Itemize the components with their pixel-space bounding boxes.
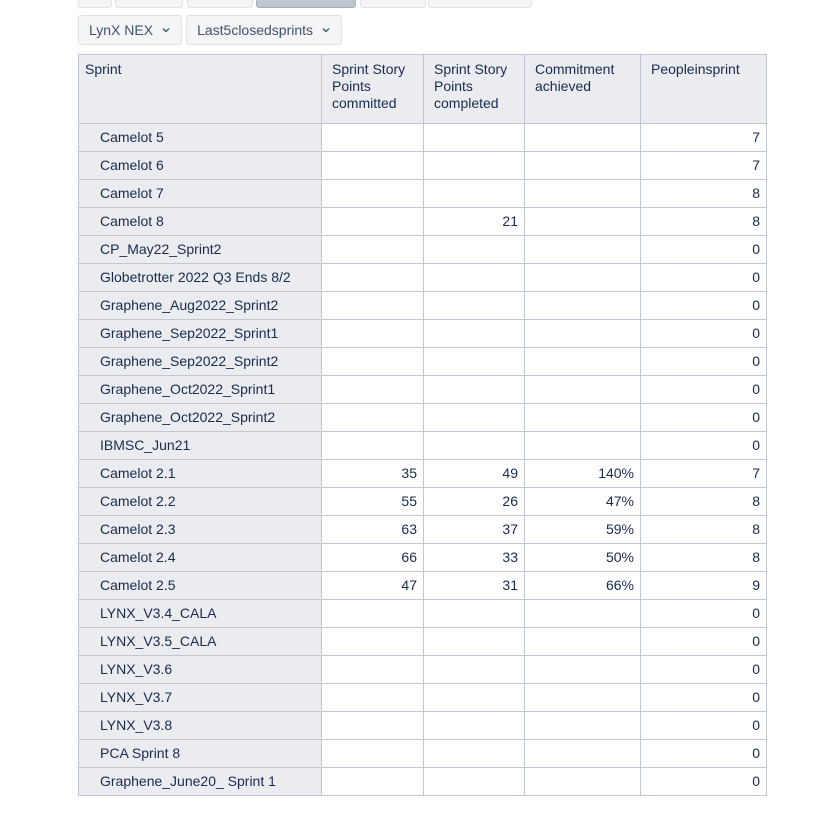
- cell-achieved: 50%: [525, 544, 641, 572]
- toolbar-button-partial[interactable]: [428, 0, 532, 8]
- cell-achieved: [525, 628, 641, 656]
- cell-completed: [424, 432, 525, 460]
- cell-people: 7: [641, 460, 767, 488]
- cell-achieved: [525, 600, 641, 628]
- cell-committed: [322, 656, 424, 684]
- cell-sprint-name: LYNX_V3.8: [79, 712, 322, 740]
- cell-completed: 26: [424, 488, 525, 516]
- sprint-report-table-container: [78, 54, 766, 796]
- cell-sprint-name: Camelot 7: [79, 180, 322, 208]
- cell-people: 9: [641, 572, 767, 600]
- cell-people: 0: [641, 684, 767, 712]
- table-row[interactable]: [79, 404, 767, 432]
- table-row[interactable]: [79, 712, 767, 740]
- cell-achieved: [525, 292, 641, 320]
- cell-sprint-name: CP_May22_Sprint2: [79, 236, 322, 264]
- cell-people: 7: [641, 124, 767, 152]
- cell-people: 7: [641, 152, 767, 180]
- cell-achieved: [525, 180, 641, 208]
- cell-committed: [322, 152, 424, 180]
- cell-achieved: [525, 152, 641, 180]
- table-row[interactable]: [79, 264, 767, 292]
- cell-completed: 31: [424, 572, 525, 600]
- cell-completed: [424, 684, 525, 712]
- cell-sprint-name: Graphene_Oct2022_Sprint2: [79, 404, 322, 432]
- column-header-sprint[interactable]: Sprint: [79, 55, 322, 124]
- table-row[interactable]: [79, 208, 767, 236]
- cell-completed: [424, 768, 525, 796]
- cell-people: 0: [641, 236, 767, 264]
- cell-people: 0: [641, 348, 767, 376]
- cell-sprint-name: IBMSC_Jun21: [79, 432, 322, 460]
- cell-people: 0: [641, 432, 767, 460]
- cell-completed: [424, 292, 525, 320]
- cell-completed: 49: [424, 460, 525, 488]
- table-row[interactable]: [79, 768, 767, 796]
- chevron-down-icon: [321, 25, 331, 35]
- cell-committed: [322, 208, 424, 236]
- cell-completed: [424, 180, 525, 208]
- cell-achieved: [525, 320, 641, 348]
- cell-achieved: [525, 124, 641, 152]
- cell-achieved: [525, 208, 641, 236]
- cell-completed: [424, 348, 525, 376]
- cell-achieved: 140%: [525, 460, 641, 488]
- cell-achieved: [525, 404, 641, 432]
- table-row[interactable]: [79, 432, 767, 460]
- toolbar-button-partial[interactable]: [360, 0, 426, 8]
- filter-bar: [78, 15, 342, 45]
- cell-committed: 47: [322, 572, 424, 600]
- cell-committed: [322, 124, 424, 152]
- cell-people: 0: [641, 320, 767, 348]
- column-header-committed[interactable]: Sprint Story Points committed: [322, 55, 424, 124]
- cell-sprint-name: LYNX_V3.7: [79, 684, 322, 712]
- cell-sprint-name: Camelot 5: [79, 124, 322, 152]
- period-filter-label: Last5closedsprints: [197, 22, 314, 38]
- cell-committed: [322, 180, 424, 208]
- column-header-people[interactable]: Peopleinsprint: [641, 55, 767, 124]
- cell-people: 0: [641, 768, 767, 796]
- cell-completed: [424, 320, 525, 348]
- table-row[interactable]: [79, 124, 767, 152]
- cell-sprint-name: Camelot 2.2: [79, 488, 322, 516]
- cell-sprint-name: LYNX_V3.4_CALA: [79, 600, 322, 628]
- cell-completed: [424, 740, 525, 768]
- cell-completed: [424, 264, 525, 292]
- cell-achieved: [525, 264, 641, 292]
- period-filter-dropdown[interactable]: [186, 15, 342, 45]
- column-header-completed[interactable]: Sprint Story Points completed: [424, 55, 525, 124]
- cell-sprint-name: PCA Sprint 8: [79, 740, 322, 768]
- table-row[interactable]: [79, 544, 767, 572]
- table-row[interactable]: [79, 320, 767, 348]
- cell-completed: [424, 404, 525, 432]
- cell-achieved: [525, 712, 641, 740]
- cell-people: 8: [641, 516, 767, 544]
- table-row[interactable]: [79, 740, 767, 768]
- cell-sprint-name: Camelot 2.4: [79, 544, 322, 572]
- table-row[interactable]: [79, 572, 767, 600]
- table-row[interactable]: [79, 236, 767, 264]
- table-row[interactable]: [79, 516, 767, 544]
- table-body: [79, 124, 767, 796]
- cell-sprint-name: Camelot 2.5: [79, 572, 322, 600]
- cell-sprint-name: Graphene_Sep2022_Sprint1: [79, 320, 322, 348]
- cell-committed: [322, 264, 424, 292]
- cell-committed: [322, 684, 424, 712]
- cell-committed: [322, 236, 424, 264]
- cell-completed: [424, 712, 525, 740]
- cell-achieved: [525, 376, 641, 404]
- table-header-row: [79, 55, 767, 124]
- table-row[interactable]: [79, 292, 767, 320]
- cell-achieved: [525, 432, 641, 460]
- cell-people: 0: [641, 376, 767, 404]
- cell-people: 8: [641, 208, 767, 236]
- cell-completed: 21: [424, 208, 525, 236]
- cell-achieved: 47%: [525, 488, 641, 516]
- cell-completed: [424, 376, 525, 404]
- table-row[interactable]: [79, 180, 767, 208]
- cell-sprint-name: Globetrotter 2022 Q3 Ends 8/2: [79, 264, 322, 292]
- cell-achieved: [525, 656, 641, 684]
- cell-achieved: 66%: [525, 572, 641, 600]
- sprint-report-table: [78, 54, 767, 796]
- cell-achieved: [525, 348, 641, 376]
- table-row[interactable]: [79, 656, 767, 684]
- cell-committed: [322, 292, 424, 320]
- table-row[interactable]: [79, 628, 767, 656]
- cell-committed: [322, 376, 424, 404]
- table-row[interactable]: [79, 600, 767, 628]
- cell-achieved: [525, 740, 641, 768]
- cell-people: 0: [641, 656, 767, 684]
- table-row[interactable]: [79, 684, 767, 712]
- cell-committed: [322, 348, 424, 376]
- cell-completed: [424, 152, 525, 180]
- cell-completed: [424, 236, 525, 264]
- toolbar-button-selected-partial[interactable]: [256, 0, 356, 8]
- cell-committed: 66: [322, 544, 424, 572]
- cell-achieved: 59%: [525, 516, 641, 544]
- cell-people: 0: [641, 264, 767, 292]
- cell-completed: [424, 600, 525, 628]
- cell-people: 0: [641, 292, 767, 320]
- cell-people: 0: [641, 404, 767, 432]
- cell-people: 8: [641, 488, 767, 516]
- cell-achieved: [525, 236, 641, 264]
- cell-committed: 63: [322, 516, 424, 544]
- column-header-achieved[interactable]: Commitment achieved: [525, 55, 641, 124]
- cell-people: 8: [641, 544, 767, 572]
- cell-sprint-name: Camelot 2.3: [79, 516, 322, 544]
- cell-achieved: [525, 768, 641, 796]
- board-filter-label: LynX NEX: [89, 22, 154, 38]
- cell-committed: [322, 740, 424, 768]
- cell-completed: [424, 628, 525, 656]
- cell-committed: [322, 768, 424, 796]
- cell-committed: 55: [322, 488, 424, 516]
- cell-completed: [424, 124, 525, 152]
- table-row[interactable]: [79, 460, 767, 488]
- cell-people: 0: [641, 740, 767, 768]
- cell-sprint-name: Camelot 2.1: [79, 460, 322, 488]
- cell-sprint-name: Graphene_Sep2022_Sprint2: [79, 348, 322, 376]
- cell-committed: [322, 712, 424, 740]
- table-row[interactable]: [79, 152, 767, 180]
- cell-completed: 37: [424, 516, 525, 544]
- cell-committed: [322, 628, 424, 656]
- chevron-down-icon: [161, 25, 171, 35]
- board-filter-dropdown[interactable]: [78, 15, 182, 45]
- cell-sprint-name: LYNX_V3.6: [79, 656, 322, 684]
- cell-people: 8: [641, 180, 767, 208]
- cell-people: 0: [641, 628, 767, 656]
- cell-committed: [322, 432, 424, 460]
- cell-sprint-name: Graphene_Oct2022_Sprint1: [79, 376, 322, 404]
- table-row[interactable]: [79, 488, 767, 516]
- toolbar-button-partial[interactable]: [187, 0, 253, 8]
- cell-sprint-name: Camelot 6: [79, 152, 322, 180]
- cell-committed: [322, 320, 424, 348]
- cell-achieved: [525, 684, 641, 712]
- cell-completed: 33: [424, 544, 525, 572]
- cell-committed: [322, 404, 424, 432]
- cell-sprint-name: Camelot 8: [79, 208, 322, 236]
- table-row[interactable]: [79, 348, 767, 376]
- cell-committed: [322, 600, 424, 628]
- toolbar-button-partial[interactable]: [115, 0, 183, 8]
- cell-sprint-name: Graphene_June20_ Sprint 1: [79, 768, 322, 796]
- cell-people: 0: [641, 600, 767, 628]
- toolbar-button-partial[interactable]: [78, 0, 112, 8]
- cell-sprint-name: Graphene_Aug2022_Sprint2: [79, 292, 322, 320]
- cell-sprint-name: LYNX_V3.5_CALA: [79, 628, 322, 656]
- cell-committed: 35: [322, 460, 424, 488]
- cell-completed: [424, 656, 525, 684]
- table-row[interactable]: [79, 376, 767, 404]
- cell-people: 0: [641, 712, 767, 740]
